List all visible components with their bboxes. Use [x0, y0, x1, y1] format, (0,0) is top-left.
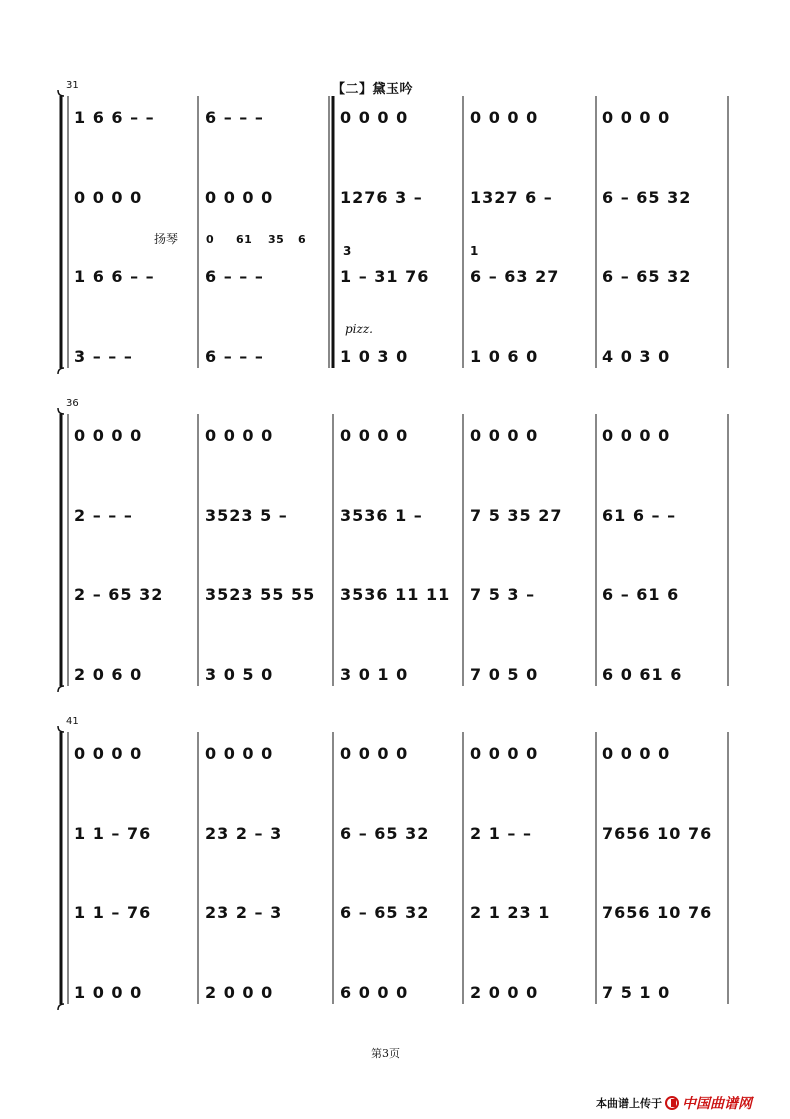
site-name: 中国曲谱网 — [682, 1096, 752, 1112]
measure-notes: 7 5 3 – — [470, 585, 536, 604]
measure-notes: 1 6 6 – – — [74, 108, 155, 127]
measure-notes: 0 0 0 0 — [340, 108, 409, 127]
page-number: 第3页 — [371, 1047, 400, 1060]
measure-notes: 61 6 – – — [602, 506, 677, 525]
measure-notes: 2 0 6 0 — [74, 665, 143, 684]
credit — [596, 1093, 752, 1113]
measure-notes: 6 – – – — [205, 108, 264, 127]
measure-notes: 4 0 3 0 — [602, 347, 671, 366]
measure-notes: 7656 10 76 — [602, 903, 713, 922]
measure-notes: 2 1 – – — [470, 824, 532, 843]
measure-notes: 7 0 5 0 — [470, 665, 539, 684]
measure-notes: 6 – 65 32 — [602, 188, 692, 207]
measure-notes: 7 5 35 27 — [470, 506, 563, 525]
measure-notes: 3523 55 55 — [205, 585, 316, 604]
measure-notes: 0 0 0 0 — [470, 426, 539, 445]
measure-notes: 2 – 65 32 — [74, 585, 164, 604]
measure-notes: 0 0 0 0 — [602, 108, 671, 127]
measure-notes: 3523 5 – — [205, 506, 288, 525]
string-mark: 3 — [343, 244, 352, 258]
measure-notes: 0 0 0 0 — [205, 188, 274, 207]
instrument-label: 扬琴 — [154, 232, 179, 246]
site-logo-icon — [664, 1096, 680, 1110]
system-number: 36 — [66, 398, 79, 409]
measure-notes: 0 0 0 0 — [470, 744, 539, 763]
measure-notes: 0 0 0 0 — [74, 744, 143, 763]
system-number: 41 — [66, 716, 79, 727]
measure-notes: 2 – – – — [74, 506, 133, 525]
measure-notes: 23 2 – 3 — [205, 824, 283, 843]
measure-notes: 2 1 23 1 — [470, 903, 551, 922]
measure-notes: 3536 1 – — [340, 506, 423, 525]
measure-notes: 6 – – – — [205, 347, 264, 366]
yangqin-cue-note: 61 — [236, 233, 253, 246]
measure-notes: 6 0 0 0 — [340, 983, 409, 1002]
measure-notes: 6 – 65 32 — [340, 824, 430, 843]
measure-notes: 6 0 61 6 — [602, 665, 683, 684]
measure-notes: 0 0 0 0 — [74, 188, 143, 207]
measure-notes: 7656 10 76 — [602, 824, 713, 843]
yangqin-cue-note: 0 — [206, 233, 215, 246]
measure-notes: 0 0 0 0 — [470, 108, 539, 127]
measure-notes: 2 0 0 0 — [470, 983, 539, 1002]
measure-notes: 3 – – – — [74, 347, 133, 366]
credit-text: 本曲谱上传于 — [596, 1097, 662, 1110]
measure-notes: 1 1 – 76 — [74, 824, 152, 843]
yangqin-cue-note: 35 — [268, 233, 285, 246]
measure-notes: 6 – – – — [205, 267, 264, 286]
measure-notes: 23 2 – 3 — [205, 903, 283, 922]
system-number: 31 — [66, 80, 79, 91]
measure-notes: 3536 11 11 — [340, 585, 451, 604]
measure-notes: 0 0 0 0 — [340, 426, 409, 445]
measure-notes: 6 – 65 32 — [340, 903, 430, 922]
measure-notes: 2 0 0 0 — [205, 983, 274, 1002]
measure-notes: 6 – 65 32 — [602, 267, 692, 286]
measure-notes: 6 – 63 27 — [470, 267, 560, 286]
technique-label: pizz. — [345, 322, 373, 336]
measure-notes: 1 0 3 0 — [340, 347, 409, 366]
measure-notes: 7 5 1 0 — [602, 983, 671, 1002]
measure-notes: 3 0 5 0 — [205, 665, 274, 684]
measure-notes: 1 0 0 0 — [74, 983, 143, 1002]
measure-notes: 0 0 0 0 — [74, 426, 143, 445]
string-mark: 1 — [470, 244, 479, 258]
measure-notes: 0 0 0 0 — [602, 426, 671, 445]
measure-notes: 0 0 0 0 — [205, 426, 274, 445]
measure-notes: 1 1 – 76 — [74, 903, 152, 922]
measure-notes: 1 0 6 0 — [470, 347, 539, 366]
yangqin-cue-note: 6 — [298, 233, 307, 246]
measure-notes: 6 – 61 6 — [602, 585, 680, 604]
section-title: 【二】黛玉吟 — [332, 82, 414, 97]
measure-notes: 0 0 0 0 — [205, 744, 274, 763]
measure-notes: 3 0 1 0 — [340, 665, 409, 684]
measure-notes: 1 – 31 76 — [340, 267, 430, 286]
measure-notes: 1327 6 – — [470, 188, 553, 207]
measure-notes: 0 0 0 0 — [340, 744, 409, 763]
measure-notes: 1 6 6 – – — [74, 267, 155, 286]
measure-notes: 1276 3 – — [340, 188, 423, 207]
measure-notes: 0 0 0 0 — [602, 744, 671, 763]
